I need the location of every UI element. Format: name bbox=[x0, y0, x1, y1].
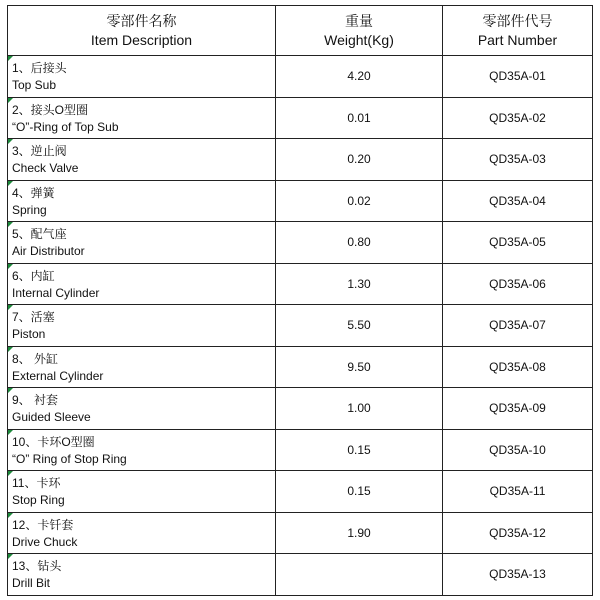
table-row bbox=[8, 263, 593, 305]
weight-cell: 0.20 bbox=[276, 139, 443, 181]
item-description-cell bbox=[8, 429, 276, 471]
item-name-en: “O” Ring of Stop Ring bbox=[12, 451, 127, 466]
table-row bbox=[8, 180, 593, 222]
parts-table bbox=[7, 5, 593, 596]
item-description-cell bbox=[8, 56, 276, 98]
cell-marker-icon bbox=[8, 98, 13, 103]
item-name-en: Internal Cylinder bbox=[12, 285, 100, 300]
part-number-cell: QD35A-13 bbox=[443, 554, 593, 596]
item-name-cn: 6、内缸 bbox=[12, 268, 55, 283]
weight-cell: 9.50 bbox=[276, 346, 443, 388]
table-row bbox=[8, 97, 593, 139]
part-number-cell: QD35A-04 bbox=[443, 180, 593, 222]
header-weight bbox=[276, 6, 443, 56]
table-row bbox=[8, 346, 593, 388]
part-number-cell: QD35A-06 bbox=[443, 263, 593, 305]
part-number-cell: QD35A-03 bbox=[443, 139, 593, 181]
weight-cell: 0.80 bbox=[276, 222, 443, 264]
item-description-cell bbox=[8, 554, 276, 596]
header-description-en: Item Description bbox=[90, 31, 193, 48]
item-name-en: Drill Bit bbox=[12, 576, 50, 590]
weight-cell: 1.90 bbox=[276, 512, 443, 554]
item-description-cell bbox=[8, 305, 276, 347]
item-name-en: Drive Chuck bbox=[12, 534, 78, 549]
table-row bbox=[8, 512, 593, 554]
item-name-cn: 12、卡钎套 bbox=[12, 517, 74, 532]
table-row bbox=[8, 139, 593, 181]
header-weight-en: Weight(Kg) bbox=[324, 31, 394, 48]
table-row bbox=[8, 554, 593, 596]
table-body bbox=[8, 56, 593, 596]
header-part-cn: 零部件代号 bbox=[482, 12, 553, 29]
item-name-cn: 5、配气座 bbox=[12, 227, 67, 241]
part-number-cell: QD35A-09 bbox=[443, 388, 593, 430]
item-name-cn: 13、钻头 bbox=[12, 559, 62, 573]
part-number-cell: QD35A-10 bbox=[443, 429, 593, 471]
item-description-cell bbox=[8, 471, 276, 513]
header-description-cn: 零部件名称 bbox=[106, 12, 177, 29]
item-description-cell bbox=[8, 222, 276, 264]
weight-cell: 1.00 bbox=[276, 388, 443, 430]
table-row bbox=[8, 471, 593, 513]
item-description-cell bbox=[8, 346, 276, 388]
table-row bbox=[8, 305, 593, 347]
item-name-en: Check Valve bbox=[12, 161, 79, 175]
item-name-en: “O”-Ring of Top Sub bbox=[12, 119, 119, 134]
cell-marker-icon bbox=[8, 430, 13, 435]
weight-cell: 5.50 bbox=[276, 305, 443, 347]
header-part-en: Part Number bbox=[477, 31, 558, 48]
header-row bbox=[8, 6, 593, 56]
weight-cell: 0.15 bbox=[276, 429, 443, 471]
item-name-en: Top Sub bbox=[12, 78, 57, 92]
item-name-en: Air Distributor bbox=[12, 244, 85, 258]
item-name-en: Piston bbox=[12, 327, 46, 341]
weight-cell: 0.01 bbox=[276, 97, 443, 139]
table-row bbox=[8, 429, 593, 471]
cell-marker-icon bbox=[8, 388, 13, 393]
cell-marker-icon bbox=[8, 56, 13, 61]
part-number-cell: QD35A-05 bbox=[443, 222, 593, 264]
cell-marker-icon bbox=[8, 554, 13, 559]
item-name-cn: 10、卡环O型圈 bbox=[12, 434, 95, 449]
item-name-en: Spring bbox=[12, 202, 47, 217]
item-name-cn: 2、接头O型圈 bbox=[12, 102, 89, 117]
item-description-cell bbox=[8, 388, 276, 430]
part-number-cell: QD35A-02 bbox=[443, 97, 593, 139]
item-description-cell bbox=[8, 139, 276, 181]
cell-marker-icon bbox=[8, 139, 13, 144]
item-name-cn: 9、 衬套 bbox=[12, 393, 59, 407]
item-name-en: Guided Sleeve bbox=[12, 410, 91, 424]
weight-cell: 0.15 bbox=[276, 471, 443, 513]
cell-marker-icon bbox=[8, 305, 13, 310]
item-description-cell bbox=[8, 97, 276, 139]
item-name-cn: 7、活塞 bbox=[12, 310, 55, 324]
part-number-cell: QD35A-12 bbox=[443, 512, 593, 554]
cell-marker-icon bbox=[8, 222, 13, 227]
weight-cell: 0.02 bbox=[276, 180, 443, 222]
table-row bbox=[8, 56, 593, 98]
table-row bbox=[8, 222, 593, 264]
item-name-en: Stop Ring bbox=[12, 493, 65, 507]
item-name-cn: 8、 外缸 bbox=[12, 351, 59, 366]
item-description-cell bbox=[8, 180, 276, 222]
item-description-cell bbox=[8, 263, 276, 305]
header-part-number bbox=[443, 6, 593, 56]
header-item-description bbox=[8, 6, 276, 56]
cell-marker-icon bbox=[8, 264, 13, 269]
cell-marker-icon bbox=[8, 471, 13, 476]
item-description-cell bbox=[8, 512, 276, 554]
item-name-cn: 3、逆止阀 bbox=[12, 144, 67, 158]
part-number-cell: QD35A-07 bbox=[443, 305, 593, 347]
table-row bbox=[8, 388, 593, 430]
item-name-cn: 11、卡环 bbox=[12, 476, 61, 490]
weight-cell: 1.30 bbox=[276, 263, 443, 305]
cell-marker-icon bbox=[8, 181, 13, 186]
header-weight-cn: 重量 bbox=[345, 12, 373, 29]
part-number-cell: QD35A-01 bbox=[443, 56, 593, 98]
item-name-en: External Cylinder bbox=[12, 368, 104, 383]
item-name-cn: 1、后接头 bbox=[12, 61, 67, 75]
weight-cell: 4.20 bbox=[276, 56, 443, 98]
cell-marker-icon bbox=[8, 347, 13, 352]
part-number-cell: QD35A-11 bbox=[443, 471, 593, 513]
cell-marker-icon bbox=[8, 513, 13, 518]
weight-cell bbox=[276, 554, 443, 596]
item-name-cn: 4、弹簧 bbox=[12, 185, 55, 200]
part-number-cell: QD35A-08 bbox=[443, 346, 593, 388]
